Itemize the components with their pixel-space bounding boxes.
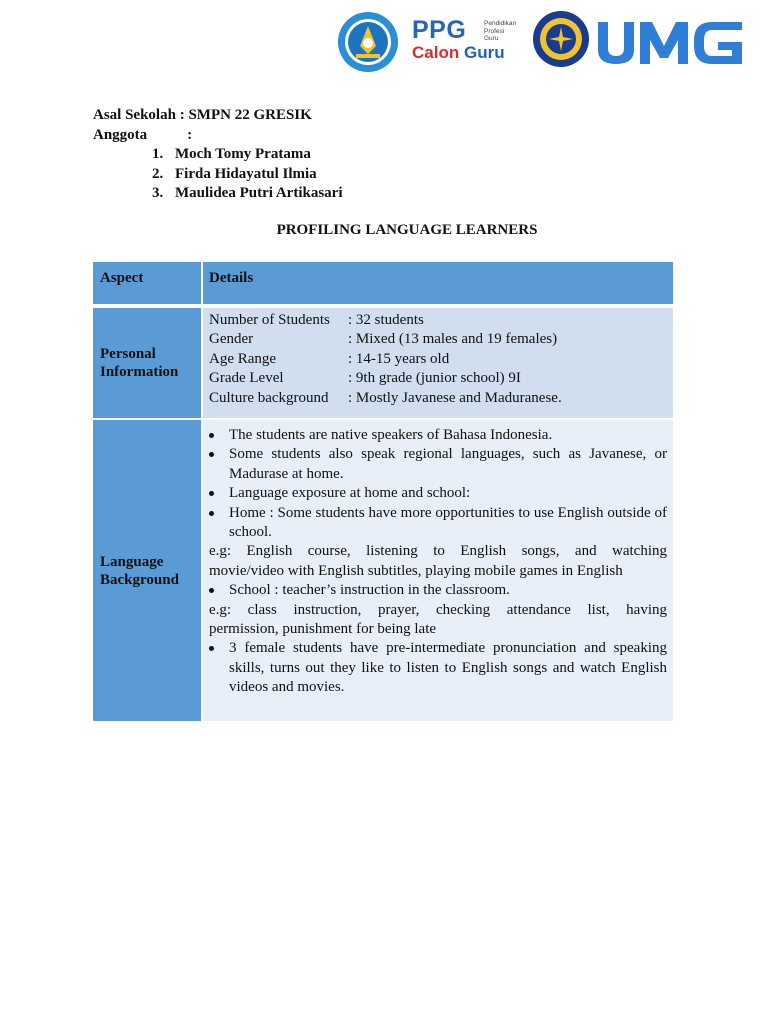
aspect-personal: Personal Information [93,308,201,418]
list-item: School : teacher’s instruction in the classroom. [209,581,667,600]
language-bullet-list-2 [209,581,667,600]
members-label: Anggota [93,126,148,143]
list-item: Some students also speak regional languages, such as Javanese, or Madurase at home. [209,445,667,484]
bullet-icon [209,433,214,438]
member-item: 1. Moch Tomy Pratama [152,146,311,162]
list-item: Home : Some students have more opportunities to use English outside of school. [209,504,667,543]
table-row-language [93,420,673,721]
members-line: Anggota : [93,126,193,143]
bullet-icon [209,511,214,516]
list-item: 3 female students have pre-intermediate pronunciation and speaking skills, turns out they like to listen to English songs and watch English videos and movies. [209,639,667,697]
bullet-icon [209,646,214,651]
ppg-logo-text: PPG [412,16,467,44]
language-bullet-list-3 [209,639,667,697]
ppg-calon-guru-logo [410,16,528,68]
ppg-calon-text: Calon Guru [412,43,505,62]
info-row: Grade Level : 9th grade (junior school) 9I [209,370,521,387]
logo-bar [336,8,756,74]
bullet-icon [209,491,214,496]
school-value: SMPN 22 GRESIK [188,107,312,123]
aspect-language: Language Background [93,420,201,721]
header-aspect: Aspect [93,262,201,304]
umg-seal-icon [532,10,590,68]
school-example: e.g: class instruction, prayer, checking attendance list, having permission, punishment for being late [209,601,667,638]
table-header-row [93,262,673,304]
details-personal [203,308,673,418]
details-language [203,420,673,721]
umg-wordmark-icon [594,14,746,68]
document-header [93,106,343,204]
home-example: e.g: English course, listening to English songs, and watching movie/video with English subtitles, playing mobile games in English [209,543,667,579]
info-row: Gender : Mixed (13 males and 19 females) [209,331,558,348]
ppg-logo-subtext: Pendidikan Profesi Guru [484,20,517,42]
bullet-icon [209,588,214,593]
member-item: 2. Firda Hidayatul Ilmia [152,165,317,182]
info-row: Number of Students : 32 students [209,312,424,328]
school-line: Asal Sekolah : SMPN 22 GRESIK [93,107,312,123]
table-row-personal [93,308,673,418]
kemdikbud-logo-icon [336,10,400,74]
info-row: Age Range : 14-15 years old [209,350,450,367]
list-item: The students are native speakers of Bahasa Indonesia. [209,426,667,445]
header-details: Details [203,262,673,304]
member-item: 3. Maulidea Putri Artikasari [152,185,343,201]
list-item: Language exposure at home and school: [209,484,667,503]
info-row: Culture background : Mostly Javanese and Maduranese. [209,389,562,406]
language-bullet-list [209,426,667,542]
school-label: Asal Sekolah [93,107,176,123]
document-title: PROFILING LANGUAGE LEARNERS [276,222,538,238]
profiling-table [93,262,673,721]
bullet-icon [209,452,214,457]
member-list [93,145,343,204]
